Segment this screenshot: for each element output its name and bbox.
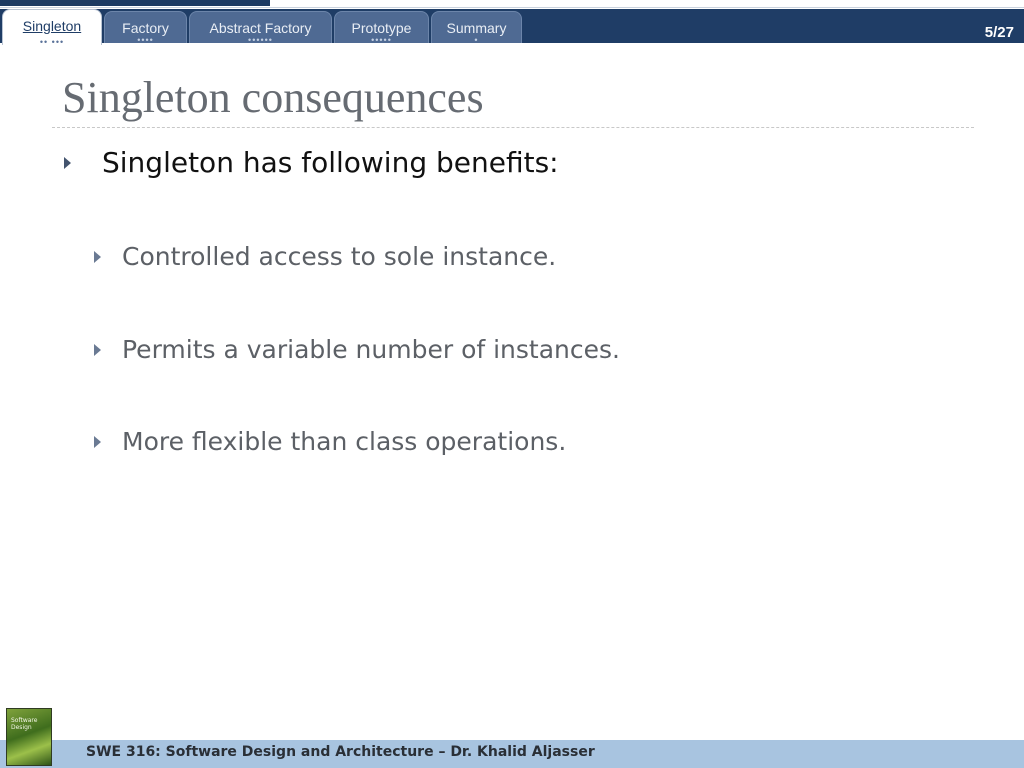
tab-prototype[interactable] (334, 11, 429, 43)
page-indicator: 5/27 (984, 24, 1014, 41)
tab-label: Singleton (22, 18, 82, 34)
sub-bullet-text: Controlled access to sole instance. (122, 242, 557, 271)
tab-progress-dots: •• ••• (39, 37, 65, 47)
tab-label: Factory (122, 20, 169, 36)
bullet-arrow-icon (64, 157, 71, 169)
bullet-arrow-icon (94, 251, 101, 263)
slide-title: Singleton consequences (62, 73, 484, 122)
tab-summary[interactable] (431, 11, 522, 43)
book-cover-image (6, 708, 52, 766)
main-bullet (64, 146, 559, 179)
sub-bullet (94, 242, 556, 271)
sub-bullet (94, 427, 566, 456)
sub-bullet-text: More flexible than class operations. (122, 427, 567, 456)
bullet-arrow-icon (94, 436, 101, 448)
main-bullet-text: Singleton has following benefits: (102, 146, 559, 179)
tab-abstract-factory[interactable] (189, 11, 332, 43)
tab-label: Abstract Factory (209, 20, 312, 36)
top-stripe-accent (0, 0, 270, 6)
tab-progress-dots: • (474, 35, 479, 45)
sub-bullet (94, 335, 620, 364)
book-cover-line: Design (11, 724, 32, 731)
title-divider (52, 127, 974, 128)
tab-label: Prototype (351, 20, 412, 36)
tab-singleton[interactable] (2, 9, 102, 45)
tab-progress-dots: •••••• (248, 35, 273, 45)
book-cover-line: Software (11, 717, 38, 724)
tab-factory[interactable] (104, 11, 187, 43)
book-cover-title (11, 717, 37, 731)
tab-progress-dots: •••• (137, 35, 154, 45)
sub-bullet-text: Permits a variable number of instances. (122, 335, 620, 364)
bullet-arrow-icon (94, 344, 101, 356)
tab-label: Summary (446, 20, 507, 36)
tab-progress-dots: ••••• (371, 35, 392, 45)
footer-course-text: SWE 316: Software Design and Architecture – Dr. Khalid Aljasser (86, 744, 595, 760)
section-nav-bar (0, 9, 1024, 47)
